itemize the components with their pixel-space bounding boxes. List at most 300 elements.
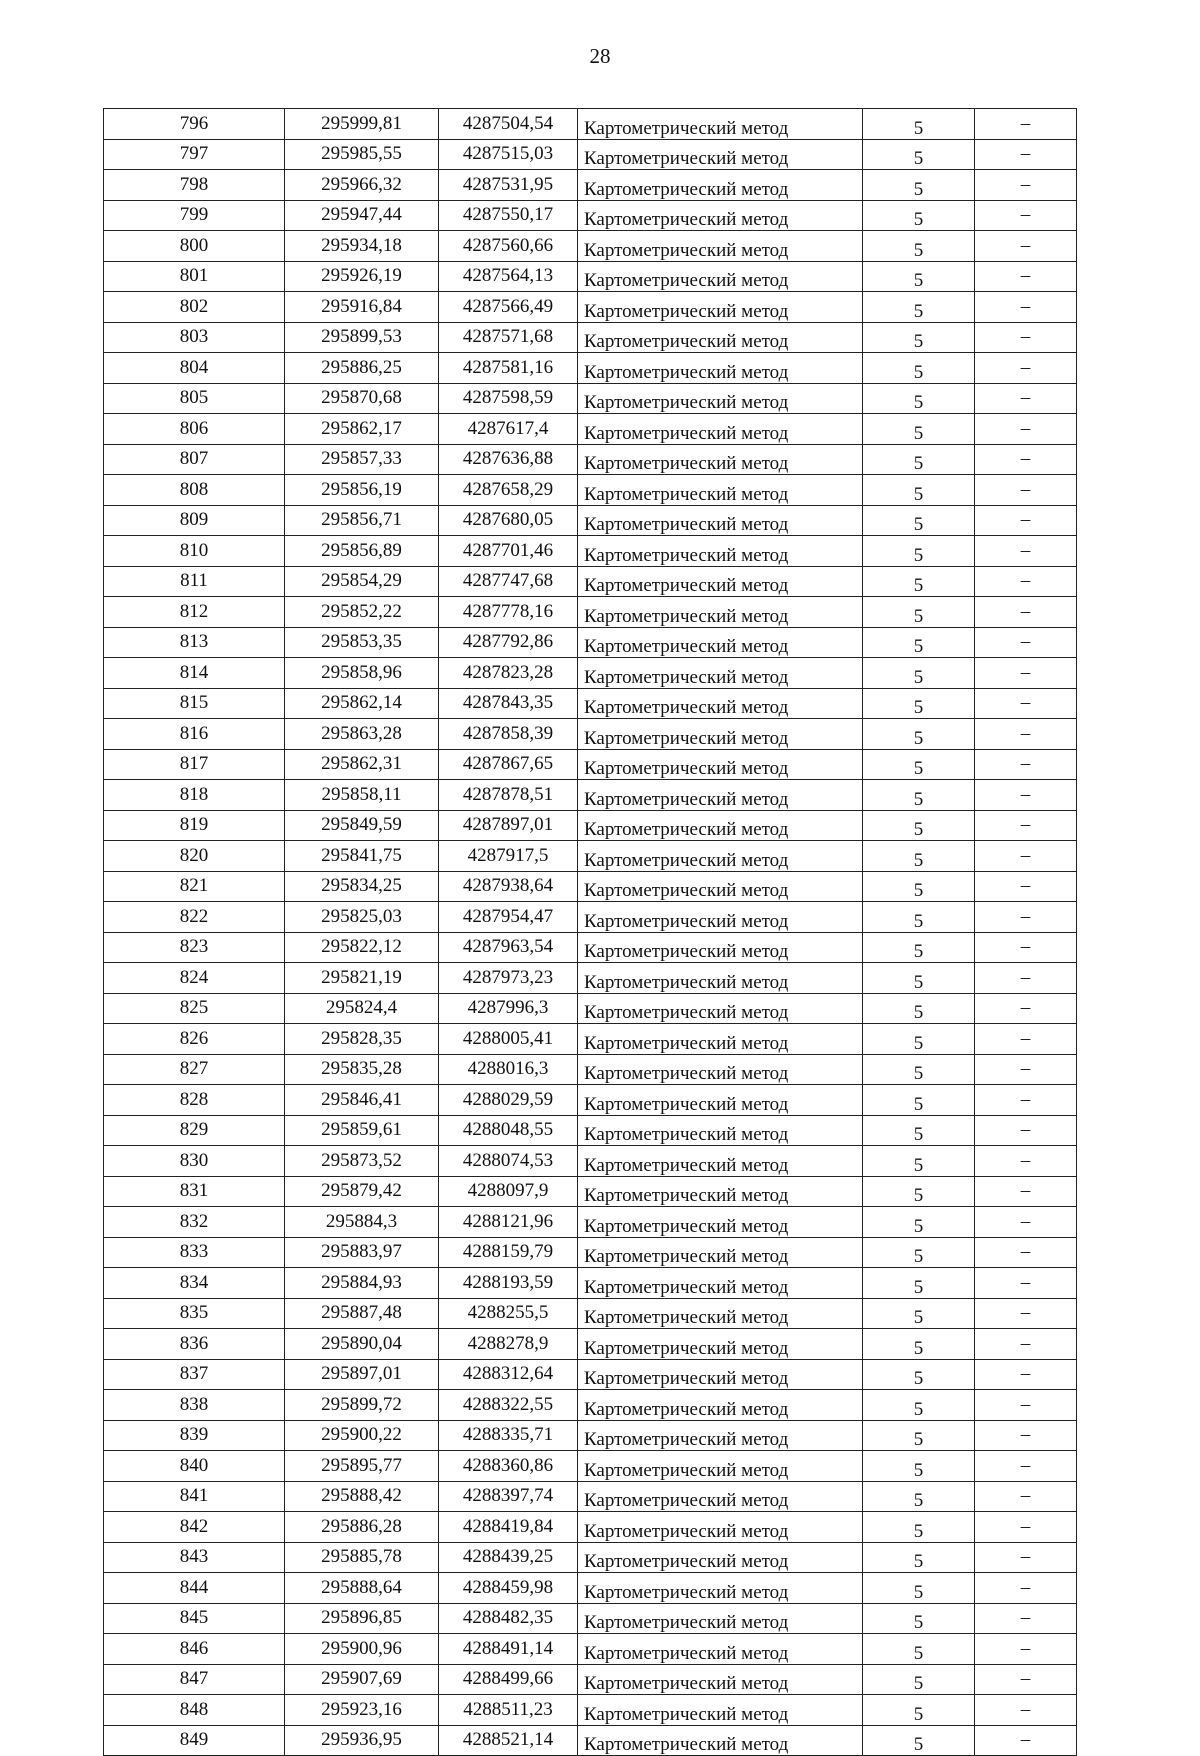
x-coordinate-cell: 295835,28 — [285, 1054, 439, 1085]
note-cell: – — [975, 841, 1077, 872]
y-coordinate-cell: 4288255,5 — [439, 1298, 578, 1329]
y-coordinate-cell: 4288322,55 — [439, 1390, 578, 1421]
x-coordinate-cell: 295862,31 — [285, 749, 439, 780]
point-number-cell: 843 — [104, 1542, 285, 1573]
table-row — [104, 1481, 1077, 1512]
accuracy-cell: 5 — [863, 231, 975, 262]
x-coordinate-cell: 295884,93 — [285, 1268, 439, 1299]
point-number-cell: 845 — [104, 1603, 285, 1634]
y-coordinate-cell: 4288360,86 — [439, 1451, 578, 1482]
x-coordinate-cell: 295916,84 — [285, 292, 439, 323]
table-row — [104, 292, 1077, 323]
point-number-cell: 820 — [104, 841, 285, 872]
x-coordinate-cell: 295822,12 — [285, 932, 439, 963]
method-cell: Картометрический метод — [578, 749, 863, 780]
method-cell: Картометрический метод — [578, 322, 863, 353]
point-number-cell: 834 — [104, 1268, 285, 1299]
x-coordinate-cell: 295862,17 — [285, 414, 439, 445]
y-coordinate-cell: 4288159,79 — [439, 1237, 578, 1268]
method-cell: Картометрический метод — [578, 810, 863, 841]
x-coordinate-cell: 295885,78 — [285, 1542, 439, 1573]
table-row — [104, 353, 1077, 384]
point-number-cell: 814 — [104, 658, 285, 689]
y-coordinate-cell: 4288312,64 — [439, 1359, 578, 1390]
method-cell: Картометрический метод — [578, 871, 863, 902]
y-coordinate-cell: 4288335,71 — [439, 1420, 578, 1451]
y-coordinate-cell: 4287658,29 — [439, 475, 578, 506]
accuracy-cell: 5 — [863, 505, 975, 536]
accuracy-cell: 5 — [863, 353, 975, 384]
method-cell: Картометрический метод — [578, 1390, 863, 1421]
y-coordinate-cell: 4288097,9 — [439, 1176, 578, 1207]
x-coordinate-cell: 295846,41 — [285, 1085, 439, 1116]
x-coordinate-cell: 295923,16 — [285, 1695, 439, 1726]
note-cell: – — [975, 932, 1077, 963]
point-number-cell: 838 — [104, 1390, 285, 1421]
accuracy-cell: 5 — [863, 444, 975, 475]
x-coordinate-cell: 295849,59 — [285, 810, 439, 841]
accuracy-cell: 5 — [863, 261, 975, 292]
method-cell: Картометрический метод — [578, 1695, 863, 1726]
method-cell: Картометрический метод — [578, 1573, 863, 1604]
table-row — [104, 688, 1077, 719]
method-cell: Картометрический метод — [578, 719, 863, 750]
y-coordinate-cell: 4287897,01 — [439, 810, 578, 841]
y-coordinate-cell: 4287823,28 — [439, 658, 578, 689]
table-row — [104, 566, 1077, 597]
note-cell: – — [975, 1481, 1077, 1512]
method-cell: Картометрический метод — [578, 993, 863, 1024]
x-coordinate-cell: 295890,04 — [285, 1329, 439, 1360]
method-cell: Картометрический метод — [578, 109, 863, 140]
note-cell: – — [975, 1573, 1077, 1604]
accuracy-cell: 5 — [863, 1115, 975, 1146]
point-number-cell: 837 — [104, 1359, 285, 1390]
table-row — [104, 780, 1077, 811]
x-coordinate-cell: 295873,52 — [285, 1146, 439, 1177]
note-cell: – — [975, 1695, 1077, 1726]
y-coordinate-cell: 4288029,59 — [439, 1085, 578, 1116]
point-number-cell: 849 — [104, 1725, 285, 1756]
method-cell: Картометрический метод — [578, 1298, 863, 1329]
table-row — [104, 1451, 1077, 1482]
accuracy-cell: 5 — [863, 139, 975, 170]
accuracy-cell: 5 — [863, 1176, 975, 1207]
accuracy-cell: 5 — [863, 627, 975, 658]
table-row — [104, 902, 1077, 933]
y-coordinate-cell: 4287571,68 — [439, 322, 578, 353]
table-row — [104, 1390, 1077, 1421]
x-coordinate-cell: 295841,75 — [285, 841, 439, 872]
accuracy-cell: 5 — [863, 597, 975, 628]
y-coordinate-cell: 4287747,68 — [439, 566, 578, 597]
accuracy-cell: 5 — [863, 414, 975, 445]
point-number-cell: 839 — [104, 1420, 285, 1451]
method-cell: Картометрический метод — [578, 1634, 863, 1665]
point-number-cell: 824 — [104, 963, 285, 994]
x-coordinate-cell: 295857,33 — [285, 444, 439, 475]
note-cell: – — [975, 1054, 1077, 1085]
accuracy-cell: 5 — [863, 536, 975, 567]
note-cell: – — [975, 322, 1077, 353]
point-number-cell: 816 — [104, 719, 285, 750]
note-cell: – — [975, 688, 1077, 719]
table-row — [104, 1634, 1077, 1665]
y-coordinate-cell: 4287878,51 — [439, 780, 578, 811]
table-row — [104, 963, 1077, 994]
note-cell: – — [975, 1176, 1077, 1207]
x-coordinate-cell: 295853,35 — [285, 627, 439, 658]
table-row — [104, 139, 1077, 170]
note-cell: – — [975, 1115, 1077, 1146]
point-number-cell: 822 — [104, 902, 285, 933]
x-coordinate-cell: 295887,48 — [285, 1298, 439, 1329]
table-row — [104, 475, 1077, 506]
coordinates-table — [103, 108, 1077, 1756]
method-cell: Картометрический метод — [578, 780, 863, 811]
table-row — [104, 1573, 1077, 1604]
y-coordinate-cell: 4288074,53 — [439, 1146, 578, 1177]
accuracy-cell: 5 — [863, 932, 975, 963]
y-coordinate-cell: 4287515,03 — [439, 139, 578, 170]
method-cell: Картометрический метод — [578, 658, 863, 689]
x-coordinate-cell: 295926,19 — [285, 261, 439, 292]
point-number-cell: 846 — [104, 1634, 285, 1665]
accuracy-cell: 5 — [863, 719, 975, 750]
method-cell: Картометрический метод — [578, 1542, 863, 1573]
accuracy-cell: 5 — [863, 1451, 975, 1482]
point-number-cell: 801 — [104, 261, 285, 292]
note-cell: – — [975, 1512, 1077, 1543]
method-cell: Картометрический метод — [578, 1420, 863, 1451]
y-coordinate-cell: 4287560,66 — [439, 231, 578, 262]
y-coordinate-cell: 4288048,55 — [439, 1115, 578, 1146]
note-cell: – — [975, 505, 1077, 536]
accuracy-cell: 5 — [863, 963, 975, 994]
y-coordinate-cell: 4287917,5 — [439, 841, 578, 872]
method-cell: Картометрический метод — [578, 1054, 863, 1085]
method-cell: Картометрический метод — [578, 261, 863, 292]
accuracy-cell: 5 — [863, 475, 975, 506]
y-coordinate-cell: 4288439,25 — [439, 1542, 578, 1573]
accuracy-cell: 5 — [863, 1664, 975, 1695]
table-row — [104, 1085, 1077, 1116]
method-cell: Картометрический метод — [578, 1512, 863, 1543]
accuracy-cell: 5 — [863, 1054, 975, 1085]
note-cell: – — [975, 353, 1077, 384]
y-coordinate-cell: 4287504,54 — [439, 109, 578, 140]
note-cell: – — [975, 292, 1077, 323]
method-cell: Картометрический метод — [578, 139, 863, 170]
method-cell: Картометрический метод — [578, 1268, 863, 1299]
note-cell: – — [975, 261, 1077, 292]
method-cell: Картометрический метод — [578, 902, 863, 933]
method-cell: Картометрический метод — [578, 1237, 863, 1268]
point-number-cell: 848 — [104, 1695, 285, 1726]
note-cell: – — [975, 627, 1077, 658]
accuracy-cell: 5 — [863, 658, 975, 689]
y-coordinate-cell: 4288459,98 — [439, 1573, 578, 1604]
y-coordinate-cell: 4287531,95 — [439, 170, 578, 201]
accuracy-cell: 5 — [863, 749, 975, 780]
accuracy-cell: 5 — [863, 688, 975, 719]
point-number-cell: 804 — [104, 353, 285, 384]
note-cell: – — [975, 536, 1077, 567]
method-cell: Картометрический метод — [578, 1664, 863, 1695]
coordinates-table-body — [104, 109, 1077, 1756]
x-coordinate-cell: 295900,22 — [285, 1420, 439, 1451]
note-cell: – — [975, 1634, 1077, 1665]
note-cell: – — [975, 1024, 1077, 1055]
y-coordinate-cell: 4287550,17 — [439, 200, 578, 231]
note-cell: – — [975, 1085, 1077, 1116]
y-coordinate-cell: 4288121,96 — [439, 1207, 578, 1238]
note-cell: – — [975, 170, 1077, 201]
table-row — [104, 200, 1077, 231]
point-number-cell: 844 — [104, 1573, 285, 1604]
point-number-cell: 808 — [104, 475, 285, 506]
method-cell: Картометрический метод — [578, 688, 863, 719]
note-cell: – — [975, 963, 1077, 994]
accuracy-cell: 5 — [863, 810, 975, 841]
x-coordinate-cell: 295870,68 — [285, 383, 439, 414]
note-cell: – — [975, 475, 1077, 506]
point-number-cell: 821 — [104, 871, 285, 902]
point-number-cell: 841 — [104, 1481, 285, 1512]
note-cell: – — [975, 414, 1077, 445]
y-coordinate-cell: 4287617,4 — [439, 414, 578, 445]
y-coordinate-cell: 4288005,41 — [439, 1024, 578, 1055]
note-cell: – — [975, 200, 1077, 231]
point-number-cell: 840 — [104, 1451, 285, 1482]
method-cell: Картометрический метод — [578, 170, 863, 201]
note-cell: – — [975, 1237, 1077, 1268]
y-coordinate-cell: 4287996,3 — [439, 993, 578, 1024]
table-row — [104, 1725, 1077, 1756]
y-coordinate-cell: 4288016,3 — [439, 1054, 578, 1085]
table-row — [104, 1329, 1077, 1360]
point-number-cell: 797 — [104, 139, 285, 170]
accuracy-cell: 5 — [863, 1542, 975, 1573]
y-coordinate-cell: 4287598,59 — [439, 383, 578, 414]
accuracy-cell: 5 — [863, 841, 975, 872]
note-cell: – — [975, 1329, 1077, 1360]
note-cell: – — [975, 597, 1077, 628]
method-cell: Картометрический метод — [578, 383, 863, 414]
table-row — [104, 536, 1077, 567]
x-coordinate-cell: 295985,55 — [285, 139, 439, 170]
accuracy-cell: 5 — [863, 1603, 975, 1634]
table-row — [104, 1024, 1077, 1055]
accuracy-cell: 5 — [863, 1329, 975, 1360]
accuracy-cell: 5 — [863, 1390, 975, 1421]
note-cell: – — [975, 749, 1077, 780]
table-row — [104, 505, 1077, 536]
note-cell: – — [975, 780, 1077, 811]
note-cell: – — [975, 566, 1077, 597]
table-row — [104, 932, 1077, 963]
table-row — [104, 1268, 1077, 1299]
x-coordinate-cell: 295936,95 — [285, 1725, 439, 1756]
y-coordinate-cell: 4288278,9 — [439, 1329, 578, 1360]
x-coordinate-cell: 295828,35 — [285, 1024, 439, 1055]
y-coordinate-cell: 4288521,14 — [439, 1725, 578, 1756]
y-coordinate-cell: 4287701,46 — [439, 536, 578, 567]
method-cell: Картометрический метод — [578, 1603, 863, 1634]
method-cell: Картометрический метод — [578, 444, 863, 475]
accuracy-cell: 5 — [863, 902, 975, 933]
table-row — [104, 719, 1077, 750]
table-row — [104, 627, 1077, 658]
method-cell: Картометрический метод — [578, 841, 863, 872]
x-coordinate-cell: 295896,85 — [285, 1603, 439, 1634]
accuracy-cell: 5 — [863, 1268, 975, 1299]
point-number-cell: 831 — [104, 1176, 285, 1207]
accuracy-cell: 5 — [863, 780, 975, 811]
note-cell: – — [975, 871, 1077, 902]
method-cell: Картометрический метод — [578, 353, 863, 384]
method-cell: Картометрический метод — [578, 1085, 863, 1116]
y-coordinate-cell: 4287636,88 — [439, 444, 578, 475]
point-number-cell: 835 — [104, 1298, 285, 1329]
y-coordinate-cell: 4287843,35 — [439, 688, 578, 719]
x-coordinate-cell: 295824,4 — [285, 993, 439, 1024]
y-coordinate-cell: 4287566,49 — [439, 292, 578, 323]
y-coordinate-cell: 4288397,74 — [439, 1481, 578, 1512]
note-cell: – — [975, 658, 1077, 689]
table-row — [104, 1146, 1077, 1177]
point-number-cell: 799 — [104, 200, 285, 231]
point-number-cell: 811 — [104, 566, 285, 597]
point-number-cell: 842 — [104, 1512, 285, 1543]
point-number-cell: 823 — [104, 932, 285, 963]
accuracy-cell: 5 — [863, 292, 975, 323]
x-coordinate-cell: 295900,96 — [285, 1634, 439, 1665]
x-coordinate-cell: 295856,89 — [285, 536, 439, 567]
method-cell: Картометрический метод — [578, 1329, 863, 1360]
y-coordinate-cell: 4287973,23 — [439, 963, 578, 994]
point-number-cell: 829 — [104, 1115, 285, 1146]
table-row — [104, 1695, 1077, 1726]
point-number-cell: 796 — [104, 109, 285, 140]
x-coordinate-cell: 295884,3 — [285, 1207, 439, 1238]
accuracy-cell: 5 — [863, 1085, 975, 1116]
x-coordinate-cell: 295895,77 — [285, 1451, 439, 1482]
table-row — [104, 749, 1077, 780]
table-row — [104, 1420, 1077, 1451]
y-coordinate-cell: 4288491,14 — [439, 1634, 578, 1665]
table-row — [104, 1359, 1077, 1390]
y-coordinate-cell: 4287867,65 — [439, 749, 578, 780]
method-cell: Картометрический метод — [578, 231, 863, 262]
table-row — [104, 1542, 1077, 1573]
method-cell: Картометрический метод — [578, 475, 863, 506]
table-row — [104, 1298, 1077, 1329]
table-row — [104, 810, 1077, 841]
method-cell: Картометрический метод — [578, 292, 863, 323]
table-row — [104, 993, 1077, 1024]
y-coordinate-cell: 4287963,54 — [439, 932, 578, 963]
accuracy-cell: 5 — [863, 1146, 975, 1177]
note-cell: – — [975, 1207, 1077, 1238]
y-coordinate-cell: 4287938,64 — [439, 871, 578, 902]
point-number-cell: 825 — [104, 993, 285, 1024]
table-row — [104, 383, 1077, 414]
method-cell: Картометрический метод — [578, 1207, 863, 1238]
note-cell: – — [975, 902, 1077, 933]
accuracy-cell: 5 — [863, 1024, 975, 1055]
point-number-cell: 810 — [104, 536, 285, 567]
method-cell: Картометрический метод — [578, 505, 863, 536]
note-cell: – — [975, 719, 1077, 750]
method-cell: Картометрический метод — [578, 932, 863, 963]
table-row — [104, 1207, 1077, 1238]
method-cell: Картометрический метод — [578, 1359, 863, 1390]
accuracy-cell: 5 — [863, 1481, 975, 1512]
x-coordinate-cell: 295858,96 — [285, 658, 439, 689]
table-row — [104, 597, 1077, 628]
table-row — [104, 658, 1077, 689]
y-coordinate-cell: 4287858,39 — [439, 719, 578, 750]
point-number-cell: 815 — [104, 688, 285, 719]
accuracy-cell: 5 — [863, 200, 975, 231]
x-coordinate-cell: 295934,18 — [285, 231, 439, 262]
point-number-cell: 818 — [104, 780, 285, 811]
note-cell: – — [975, 231, 1077, 262]
y-coordinate-cell: 4287564,13 — [439, 261, 578, 292]
method-cell: Картометрический метод — [578, 1024, 863, 1055]
accuracy-cell: 5 — [863, 109, 975, 140]
table-row — [104, 170, 1077, 201]
x-coordinate-cell: 295966,32 — [285, 170, 439, 201]
note-cell: – — [975, 1664, 1077, 1695]
note-cell: – — [975, 1420, 1077, 1451]
y-coordinate-cell: 4287954,47 — [439, 902, 578, 933]
x-coordinate-cell: 295897,01 — [285, 1359, 439, 1390]
point-number-cell: 800 — [104, 231, 285, 262]
accuracy-cell: 5 — [863, 170, 975, 201]
method-cell: Картометрический метод — [578, 1451, 863, 1482]
method-cell: Картометрический метод — [578, 1146, 863, 1177]
x-coordinate-cell: 295825,03 — [285, 902, 439, 933]
table-row — [104, 1176, 1077, 1207]
note-cell: – — [975, 1603, 1077, 1634]
point-number-cell: 809 — [104, 505, 285, 536]
point-number-cell: 827 — [104, 1054, 285, 1085]
table-row — [104, 414, 1077, 445]
y-coordinate-cell: 4288499,66 — [439, 1664, 578, 1695]
table-row — [104, 1664, 1077, 1695]
table-row — [104, 1054, 1077, 1085]
table-row — [104, 871, 1077, 902]
table-row — [104, 1512, 1077, 1543]
y-coordinate-cell: 4287792,86 — [439, 627, 578, 658]
note-cell: – — [975, 383, 1077, 414]
method-cell: Картометрический метод — [578, 963, 863, 994]
point-number-cell: 830 — [104, 1146, 285, 1177]
note-cell: – — [975, 1359, 1077, 1390]
y-coordinate-cell: 4287778,16 — [439, 597, 578, 628]
method-cell: Картометрический метод — [578, 536, 863, 567]
x-coordinate-cell: 295886,28 — [285, 1512, 439, 1543]
y-coordinate-cell: 4288482,35 — [439, 1603, 578, 1634]
x-coordinate-cell: 295834,25 — [285, 871, 439, 902]
point-number-cell: 819 — [104, 810, 285, 841]
accuracy-cell: 5 — [863, 871, 975, 902]
x-coordinate-cell: 295888,42 — [285, 1481, 439, 1512]
point-number-cell: 807 — [104, 444, 285, 475]
note-cell: – — [975, 1725, 1077, 1756]
